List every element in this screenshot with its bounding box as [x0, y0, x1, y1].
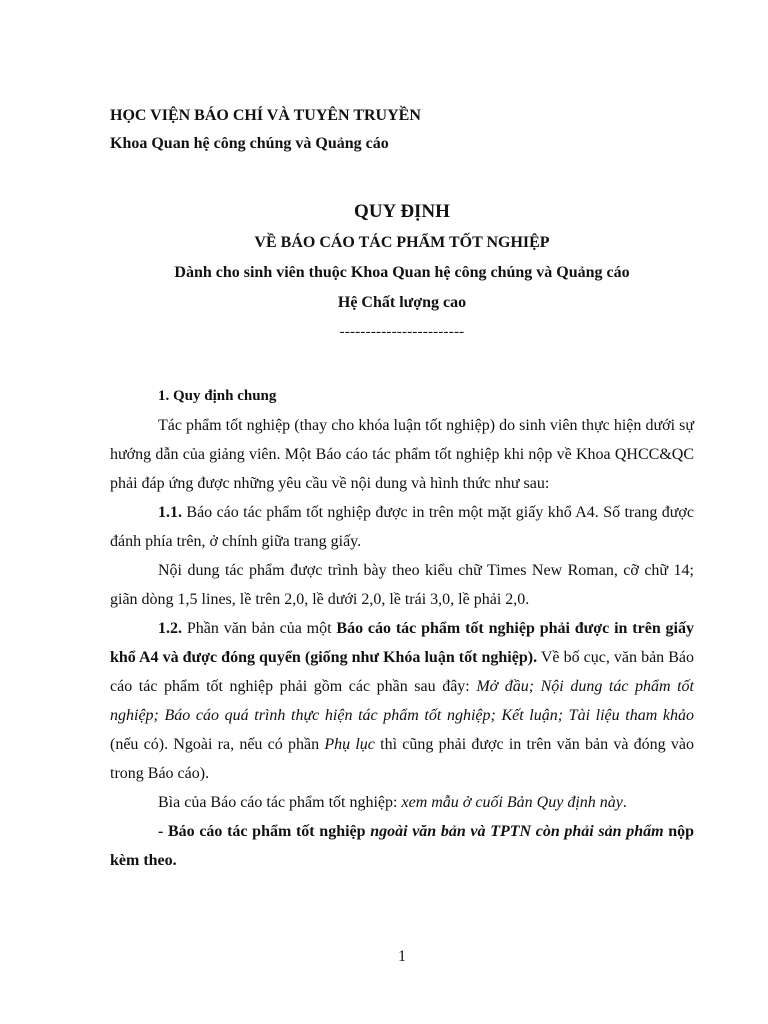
clause-text-1-2g: thì cũng phải được in trên văn bản và đóng vào trong Báo cáo). — [110, 736, 694, 782]
clause-text-1-2d: Mở đầu; Nội dung tác phẩm tốt nghiệp; Báo cáo quá trình thực hiện tác phẩm tốt nghiệp; Kết luận; Tài liệu tham khảo — [110, 678, 694, 724]
clause-number-1-2: 1.2. — [158, 620, 182, 637]
institution-name: HỌC VIỆN BÁO CHÍ VÀ TUYÊN TRUYỀN — [110, 107, 421, 124]
submission-text-c: nộp kèm theo. — [110, 823, 695, 869]
paragraph-1-1 — [110, 498, 694, 556]
cover-text-a: Bìa của Báo cáo tác phẩm tốt nghiệp: — [158, 794, 402, 811]
document-audience: Dành cho sinh viên thuộc Khoa Quan hệ công chúng và Quảng cáo — [174, 264, 630, 281]
document-program: Hệ Chất lượng cao — [337, 294, 467, 311]
document-page — [110, 0, 694, 1024]
clause-text-1-1: Báo cáo tác phẩm tốt nghiệp được in trên một mặt giấy khổ A4. Số trang được đánh phía trên, ở chính giữa trang giấy. — [110, 504, 694, 550]
section-heading-text: 1. Quy định chung — [158, 388, 277, 404]
paragraph-format: Nội dung tác phẩm được trình bày theo kiểu chữ Times New Roman, cỡ chữ 14; giãn dòng 1,5 lines, lề trên 2,0, lề dưới 2,0, lề trái 3,0, lề phải 2,0. — [110, 562, 694, 608]
institution-header — [110, 102, 421, 158]
faculty-name: Khoa Quan hệ công chúng và Quảng cáo — [110, 135, 389, 152]
clause-text-1-2c: Về bố cục, văn bản Báo cáo tác phẩm tốt nghiệp phải gồm các phần sau đây: — [110, 649, 695, 695]
paragraph-submission — [110, 817, 694, 875]
document-title: QUY ĐỊNH — [354, 201, 450, 222]
section-heading — [110, 382, 694, 411]
clause-text-1-2b: Báo cáo tác phẩm tốt nghiệp phải được in trên giấy khổ A4 và được đóng quyển (giống như Khóa luận tốt nghiệp). — [110, 620, 695, 666]
document-body — [110, 382, 694, 875]
clause-text-1-2f: Phụ lục — [324, 736, 375, 753]
title-divider: ------------------------ — [339, 324, 465, 340]
cover-text-b: xem mẫu ở cuối Bản Quy định này — [401, 794, 623, 811]
submission-text-b: ngoài văn bản và TPTN còn phải sản phẩm — [370, 823, 664, 840]
paragraph-1-2 — [110, 614, 694, 788]
clause-number-1-1: 1.1. — [158, 504, 182, 521]
paragraph-cover — [110, 788, 694, 817]
document-subtitle: VỀ BÁO CÁO TÁC PHẨM TỐT NGHIỆP — [254, 234, 550, 251]
clause-text-1-2e: (nếu có). Ngoài ra, nếu có phần — [110, 736, 325, 753]
title-block — [110, 196, 694, 346]
paragraph-intro: Tác phẩm tốt nghiệp (thay cho khóa luận tốt nghiệp) do sinh viên thực hiện dưới sự hướng dẫn của giảng viên. Một Báo cáo tác phẩm tốt nghiệp khi nộp về Khoa QHCC&QC phải đáp ứng được những yêu cầu về nội dung và hình thức như sau: — [110, 417, 694, 492]
cover-text-c: . — [622, 794, 627, 811]
submission-text-a: - Báo cáo tác phẩm tốt nghiệp — [158, 823, 371, 840]
clause-text-1-2a: Phần văn bản của một — [182, 620, 337, 637]
page-number: 1 — [398, 948, 406, 965]
